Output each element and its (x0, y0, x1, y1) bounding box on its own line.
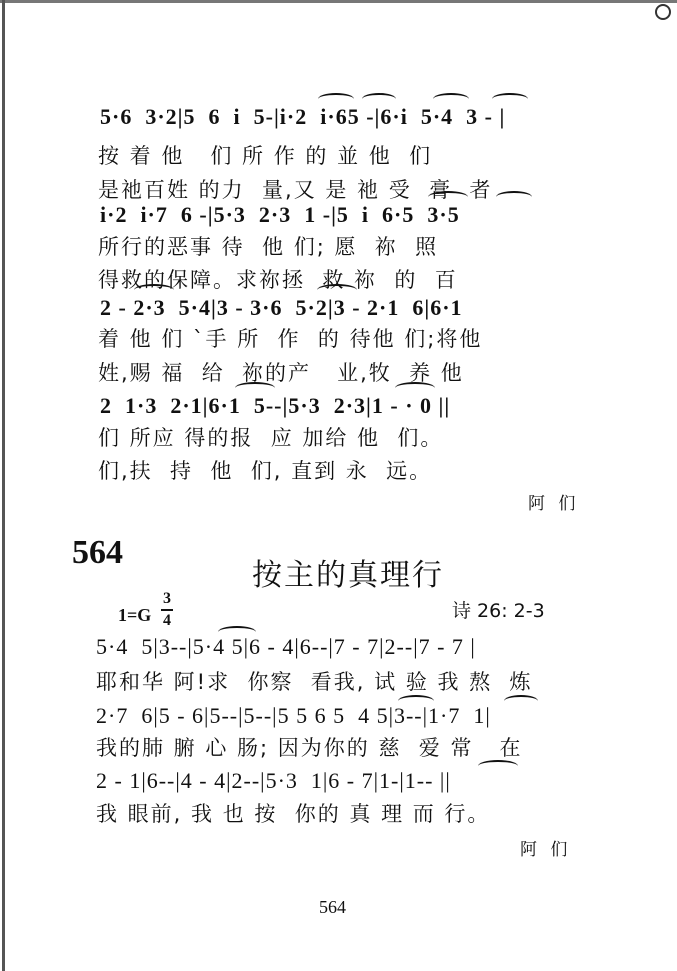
scripture-reference: 诗 26: 2-3 (452, 600, 545, 622)
time-signature-bottom: 4 (163, 612, 171, 629)
slur (496, 191, 532, 203)
slur (134, 284, 174, 296)
prev-notation-line-3: 2 - 2·3 5·4|3 - 3·6 5·2|3 - 2·1 6|6·1 (100, 295, 463, 320)
slur (235, 382, 275, 394)
slur (478, 760, 518, 772)
prev-lyric-line-3a: 着 他 们 `手 所 作 的 待他 们;将他 (98, 327, 483, 351)
slur (318, 93, 354, 105)
slur (398, 695, 434, 707)
prev-notation-line-2: i·2 i·7 6 -|5·3 2·3 1 -|5 i 6·5 3·5 (100, 202, 460, 227)
prev-lyric-line-4a: 们 所应 得的报 应 加给 他 们。 (98, 426, 444, 450)
prev-lyric-line-3b: 姓,赐 福 给 祢的产 业,牧 养 他 (98, 361, 464, 385)
slur (317, 284, 357, 296)
hymn-number: 564 (72, 534, 123, 571)
prev-lyric-line-2a: 所行的恶事 待 他 们; 愿 祢 照 (98, 235, 439, 259)
corner-mark (655, 4, 671, 20)
hymn-title: 按主的真理行 (252, 558, 444, 593)
hymn-lyric-line-1: 耶和华 阿!求 你察 看我, 试 验 我 熬 炼 (96, 670, 533, 694)
left-border (2, 0, 5, 971)
prev-lyric-line-1b: 是祂百姓 的力 量,又 是 祂 受 膏 者 (98, 178, 493, 202)
prev-notation-line-4: 2 1·3 2·1|6·1 5--|5·3 2·3|1 - · 0 || (100, 393, 451, 418)
slur (504, 695, 538, 707)
slur (492, 93, 528, 105)
hymn-lyric-line-3: 我 眼前, 我 也 按 你的 真 理 而 行。 (96, 802, 491, 826)
prev-lyric-line-1a: 按 着 他 们 所 作 的 並 他 们 (98, 144, 433, 168)
slur (395, 382, 435, 394)
slur (428, 191, 468, 203)
hymn-notation-line-2: 2·7 6|5 - 6|5--|5--|5 5 6 5 4 5|3--|1·7 1| (96, 703, 491, 728)
prev-notation-line-1: 5·6 3·2|5 6 i 5-|i·2 i·65 -|6·i 5·4 3 - | (100, 104, 506, 129)
prev-lyric-line-4b: 们,扶 持 他 们, 直到 永 远。 (98, 459, 433, 483)
time-signature-top: 3 (163, 590, 171, 607)
slur (362, 93, 396, 105)
hymn-amen: 阿 们 (520, 840, 572, 860)
prev-lyric-line-2b: 得救的保障。求祢拯 救 祢 的 百 (98, 268, 458, 292)
top-border (0, 0, 677, 3)
slur (218, 626, 256, 638)
time-signature-bar (161, 609, 173, 611)
page-number: 564 (319, 897, 346, 917)
prev-amen: 阿 们 (528, 494, 580, 514)
hymn-notation-line-3: 2 - 1|6--|4 - 4|2--|5·3 1|6 - 7|1-|1-- || (96, 768, 451, 793)
hymn-notation-line-1: 5·4 5|3--|5·4 5|6 - 4|6--|7 - 7|2--|7 - 7 | (96, 634, 476, 659)
key-signature: 1=G (118, 605, 152, 625)
hymn-lyric-line-2: 我的肺 腑 心 肠; 因为你的 慈 爱 常 在 (96, 736, 523, 760)
slur (433, 93, 469, 105)
